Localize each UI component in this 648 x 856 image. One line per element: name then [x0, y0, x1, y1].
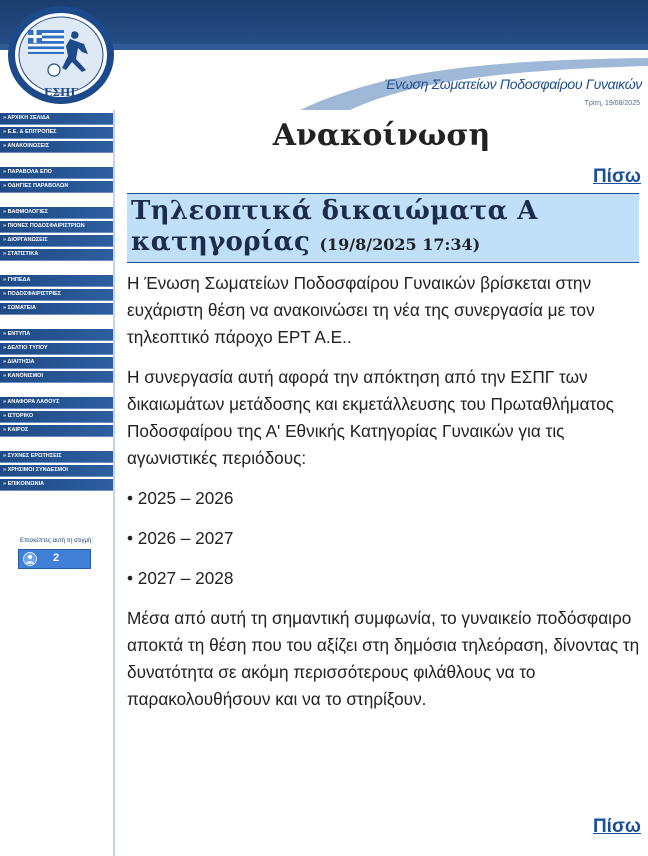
season-item: • 2026 – 2027 [127, 528, 234, 548]
season-item: • 2025 – 2026 [127, 488, 234, 508]
nav-item-epo-fees[interactable]: » ΠΑΡΑΒΟΛΑ ΕΠΟ [0, 167, 113, 179]
announcement-title-line1: Τηλεοπτικά δικαιώματα Α [131, 196, 538, 226]
site-header [0, 0, 648, 110]
nav-item-weather[interactable]: » ΚΑΙΡΟΣ [0, 425, 113, 437]
announcement-paragraph: Η συνεργασία αυτή αφορά την απόκτηση από την ΕΣΠΓ των δικαιωμάτων μετάδοσης και εκμετάλλευσης του Πρωταθλήματος Ποδοσφαίρου της Α' Εθνικής Κατηγορίας Γυναικών για τις αγωνιστικές περιόδους: [127, 367, 614, 468]
visitors-icon [23, 552, 37, 566]
nav-item-competitions[interactable]: » ΔΙΟΡΓΑΝΩΣΕΙΣ [0, 235, 113, 247]
announcement-date: (19/8/2025 17:34) [319, 235, 481, 254]
nav-item-committees[interactable]: » Ε.Ε. & ΕΠΙΤΡΟΠΕΣ [0, 127, 113, 139]
nav-group [0, 113, 113, 153]
nav-item-contact[interactable]: » ΕΠΙΚΟΙΝΩΝΙΑ [0, 479, 113, 491]
back-link-top[interactable]: Πίσω [592, 166, 641, 187]
nav-item-forms[interactable]: » ΕΝΤΥΠΑ [0, 329, 113, 341]
nav-item-statistics[interactable]: » ΣΤΑΤΙΣΤΙΚΑ [0, 249, 113, 261]
announcement-body [127, 270, 643, 726]
nav-item-faq[interactable]: » ΣΥΧΝΕΣ ΕΡΩΤΗΣΕΙΣ [0, 451, 113, 463]
nav-group [0, 329, 113, 383]
nav-item-useful-links[interactable]: » ΧΡΗΣΙΜΟΙ ΣΥΝΔΕΣΜΟΙ [0, 465, 113, 477]
announcement-paragraph: Η Ένωση Σωματείων Ποδοσφαίρου Γυναικών βρίσκεται στην ευχάριστη θέση να ανακοινώσει τη νέα της συνεργασία με τον τηλεοπτικό πάροχο ΕΡΤ Α.Ε.. [127, 273, 595, 347]
nav-item-announcements[interactable]: » ΑΝΑΚΟΙΝΩΣΕΙΣ [0, 141, 113, 153]
nav-item-press-release[interactable]: » ΔΕΛΤΙΟ ΤΥΠΟΥ [0, 343, 113, 355]
nav-group [0, 207, 113, 261]
season-item: • 2027 – 2028 [127, 568, 234, 588]
announcement-header [127, 193, 639, 263]
nav-item-player-points[interactable]: » ΠΙΟΝΕΣ ΠΟΔΟΣΦΑΙΡΙΣΤΡΙΩΝ [0, 221, 113, 233]
nav-group [0, 451, 113, 491]
nav-item-refereeing[interactable]: » ΔΙΑΙΤΗΣΙΑ [0, 357, 113, 369]
nav-group [0, 167, 113, 193]
nav-item-home[interactable]: » ΑΡΧΙΚΗ ΣΕΛΙΔΑ [0, 113, 113, 125]
nav-item-history[interactable]: » ΙΣΤΟΡΙΚΟ [0, 411, 113, 423]
site-title: Ένωση Σωματείων Ποδοσφαίρου Γυναικών [384, 76, 642, 92]
nav-item-stadiums[interactable]: » ΓΗΠΕΔΑ [0, 275, 113, 287]
nav-item-clubs[interactable]: » ΣΩΜΑΤΕΙΑ [0, 303, 113, 315]
visitors-label: Επισκέπτες αυτή τη στιγμή: [20, 538, 93, 544]
logo-text: ΕΣΠΓ [43, 86, 79, 99]
visitors-count: 2 [53, 552, 60, 564]
announcement-title [131, 196, 636, 260]
nav-group [0, 275, 113, 315]
announcement-title-line2: κατηγορίας [131, 227, 311, 257]
nav-item-regulations[interactable]: » ΚΑΝΟΝΙΣΜΟΙ [0, 371, 113, 383]
main-content [115, 110, 648, 856]
visitors-counter [18, 549, 91, 569]
back-link-bottom[interactable]: Πίσω [592, 816, 641, 837]
announcement-closing: Μέσα από αυτή τη σημαντική συμφωνία, το γυναικείο ποδόσφαιρο αποκτά τη θέση που του αξίζει στη δημόσια τηλεόραση, δίνοντας τη δυνατότητα σε ακόμη περισσότερους φιλάθλους να το παρακολουθήσουν και να το στηρίξουν. [127, 608, 640, 709]
nav-group [0, 397, 113, 437]
nav-item-fee-instructions[interactable]: » ΟΔΗΓΙΕΣ ΠΑΡΑΒΟΛΩΝ [0, 181, 113, 193]
page-title: Ανακοίνωση [272, 118, 491, 153]
nav-item-standings[interactable]: » ΒΑΘΜΟΛΟΓΙΕΣ [0, 207, 113, 219]
federation-logo [6, 4, 116, 106]
nav-item-players[interactable]: » ΠΟΔΟΣΦΑΙΡΙΣΤΡΙΕΣ [0, 289, 113, 301]
nav-item-error-report[interactable]: » ΑΝΑΦΟΡΑ ΛΑΘΟΥΣ [0, 397, 113, 409]
header-date: Τρίτη, 19/08/2025 [584, 100, 640, 107]
sidebar-nav [0, 110, 115, 856]
